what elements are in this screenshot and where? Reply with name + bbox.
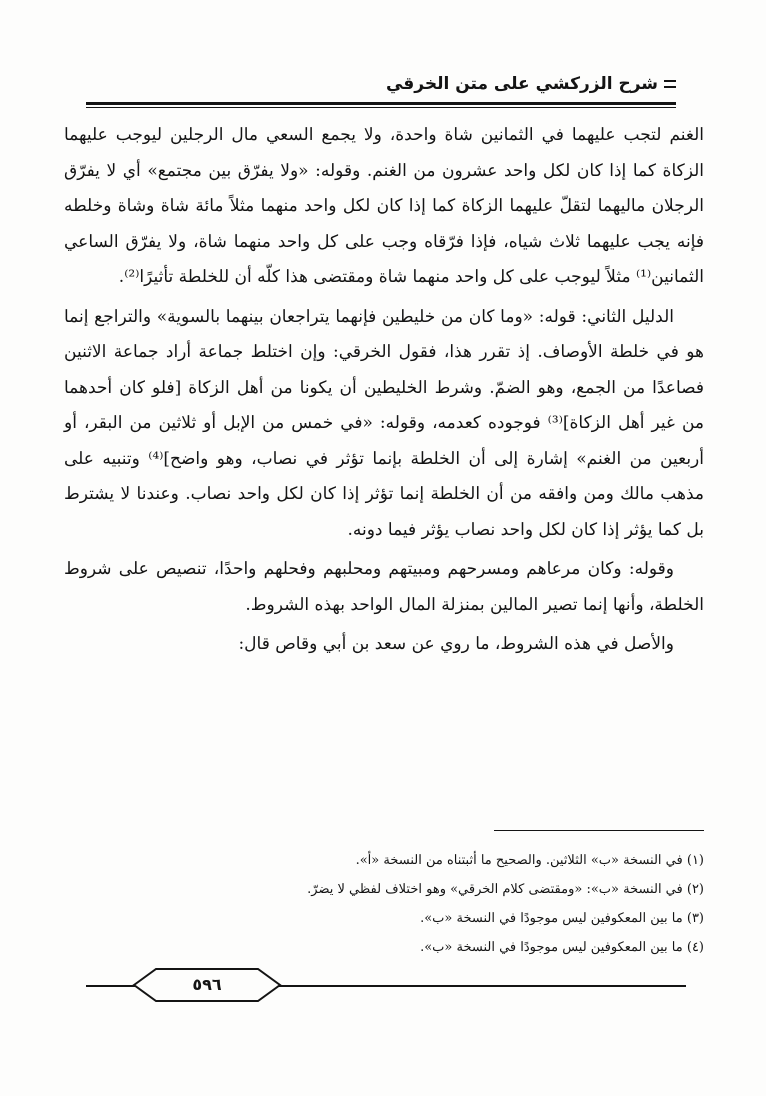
paragraph-3: وقوله: وكان مرعاهم ومسرحهم ومبيتهم ومحلبهم وفحلهم واحدًا، تنصيص على شروط الخلطة، وأنها إنما تصير المالين بمنزلة المال الواحد بهذه الشروط. xyxy=(64,559,704,615)
running-header xyxy=(86,72,676,106)
paragraph-1: الغنم لتجب عليهما في الثمانين شاة واحدة، ولا يجمع السعي مال الرجلين ليوجب عليهما الزكاة كما إذا كان لكل واحد عشرون من الغنم. وقوله: «ولا يفرّق بين مجتمع» أي لا يفرّق الرجلان ماليهما لتقلّ عليهما الزكاة كما إذا كان لكل واحد منهما مثلاً مائة شاة وشاة وخلطه فإنه يجب عليهما ثلاث شياه، فإذا فرّقاه وجب على كل واحد منهما شاة، ولا يفرّق الساعي الثمانين⁽¹⁾ مثلاً ليوجب على كل واحد منهما شاة ومقتضى هذا كلّه أن للخلطة تأثيرًا⁽²⁾. xyxy=(64,125,704,287)
header-title-group xyxy=(386,74,676,94)
footnote-3: (٣) ما بين المعكوفين ليس موجودًا في النسخة «ب». xyxy=(420,911,704,926)
footnote-separator xyxy=(494,830,704,831)
footnote-2: (٢) في النسخة «ب»: «ومقتضى كلام الخرقي» وهو اختلاف لفظي لا يضرّ. xyxy=(307,882,704,897)
footnotes-list xyxy=(64,846,704,962)
header-title: شرح الزركشي على متن الخرقي xyxy=(385,74,658,94)
footnote-1: (١) في النسخة «ب» الثلاثين. والصحيح ما أثبتناه من النسخة «أ». xyxy=(355,853,704,868)
paragraph-4: والأصل في هذه الشروط، ما روي عن سعد بن أبي وقاص قال: xyxy=(238,634,674,654)
header-rule-thin xyxy=(86,107,676,108)
main-text xyxy=(64,118,704,663)
header-rule-thick xyxy=(86,102,676,105)
page-footer xyxy=(86,966,686,1006)
page-number-frame xyxy=(132,967,282,1003)
header-mark-icon xyxy=(664,80,676,88)
paragraph-2: الدليل الثاني: قوله: «وما كان من خليطين فإنهما يتراجعان بينهما بالسوية» والتراجع إنما هو في خلطة الأوصاف. إذ تقرر هذا، فقول الخرقي: وإن اختلط جماعة أراد جماعة الاثنين فصاعدًا من الجمع، وهو الضمّ. وشرط الخليطين أن يكونا من أهل الزكاة [فلو كان أحدهما من غير أهل الزكاة]⁽³⁾ فوجوده كعدمه، وقوله: «في خمس من الإبل أو ثلاثين من البقر، أو أربعين من الغنم» إشارة إلى أن الخلطة بإنما تؤثر في نصاب، وهو واضح]⁽⁴⁾ وتنبيه على مذهب مالك ومن وافقه من أن الخلطة إنما تؤثر إذا كان لكل واحد نصاب. وعندنا لا يشترط بل كما يؤثر إذا كان لكل واحد نصاب يؤثر فيما دونه. xyxy=(64,306,704,540)
page-number: ٥٩٦ xyxy=(192,975,222,994)
footnote-4: (٤) ما بين المعكوفين ليس موجودًا في النسخة «ب». xyxy=(420,940,704,955)
